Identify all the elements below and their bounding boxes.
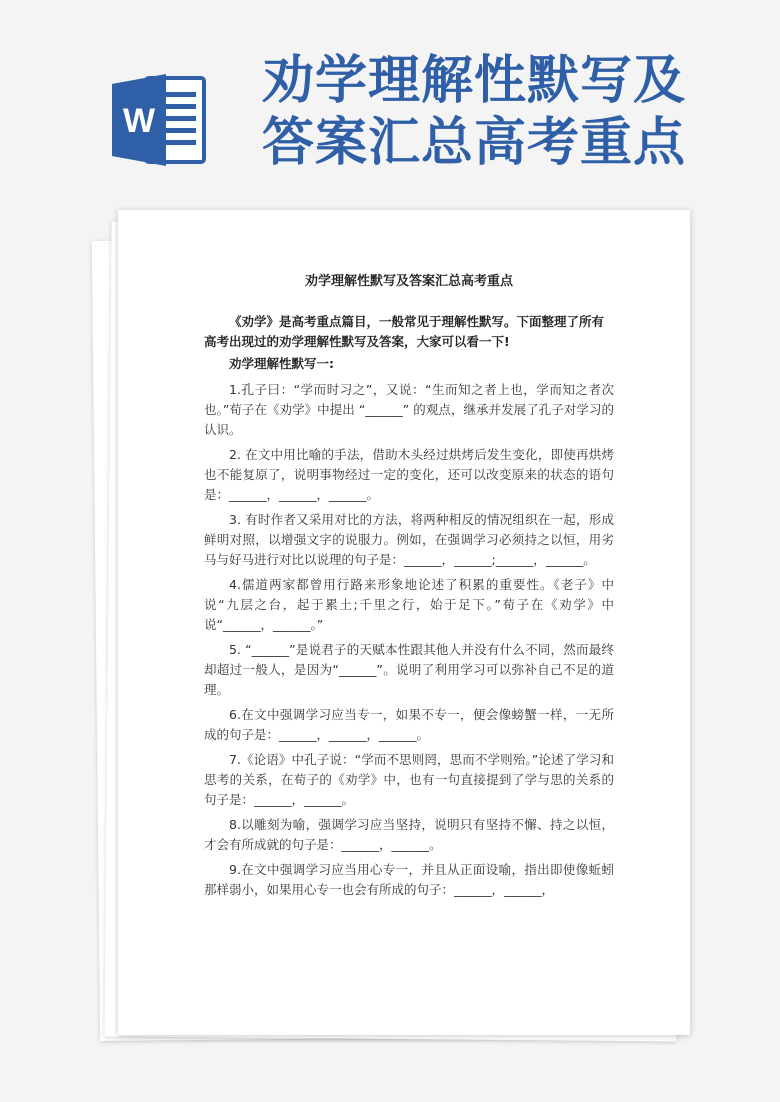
header-title-line1: 劝学理解性默写及 [262,51,687,111]
question-item: 1.孔子曰：“学而时习之”，又说：“生而知之者上也，学而知之者次也。”荀子在《劝学》中提出 “______” 的观点，继承并发展了孔子对学习的认识。 [204,382,614,437]
question-item: 8.以雕刻为喻，强调学习应当坚持，说明只有坚持不懈、持之以恒，才会有所成就的句子是：______，______。 [204,817,614,852]
question-item: 2. 在文中用比喻的手法，借助木头经过烘烤后发生变化，即使再烘烤也不能复原了，说明事物经过一定的变化，还可以改变原来的状态的语句是：______，______，______。 [204,447,614,502]
section-heading: 劝学理解性默写一: [229,356,334,371]
question-item: 7.《论语》中孔子说：“学而不思则罔，思而不学则殆。”论述了学习和思考的关系，在荀子的《劝学》中，也有一句直接提到了学与思的关系的句子是：______，______。 [204,752,614,807]
header-title-line2: 答案汇总高考重点 [262,113,687,173]
document-body [204,272,614,905]
word-document-icon [112,72,208,168]
question-item: 3. 有时作者又采用对比的方法，将两种相反的情况组织在一起，形成鲜明对照，以增强文字的说服力。例如，在强调学习必须持之以恒，用劣马与好马进行对比以说理的句子是：______，______;______，______。 [204,512,614,567]
question-item: 5. “______”是说君子的天赋本性跟其他人并没有什么不同，然而最终却超过一般人，是因为“______”。说明了利用学习可以弥补自己不足的道理。 [204,642,614,697]
word-icon-letter: W [122,102,156,140]
header-title [262,50,762,174]
question-item: 4.儒道两家都曾用行路来形象地论述了积累的重要性。《老子》中说“九层之台，起于累土;千里之行，始于足下。”荀子在《劝学》中说“______，______。” [204,577,614,632]
document-intro: 《劝学》是高考重点篇目，一般常见于理解性默写。下面整理了所有高考出现过的劝学理解性默写及答案，大家可以看一下! [204,314,605,349]
document-title: 劝学理解性默写及答案汇总高考重点 [304,274,513,289]
question-item: 6.在文中强调学习应当专一，如果不专一，便会像螃蟹一样，一无所成的句子是：______，______，______。 [204,707,614,742]
header [0,0,780,200]
document-page [118,210,690,1035]
question-item: 9.在文中强调学习应当用心专一，并且从正面设喻，指出即使像蚯蚓那样弱小，如果用心专一也会有所成的句子：______，______， [204,862,614,897]
